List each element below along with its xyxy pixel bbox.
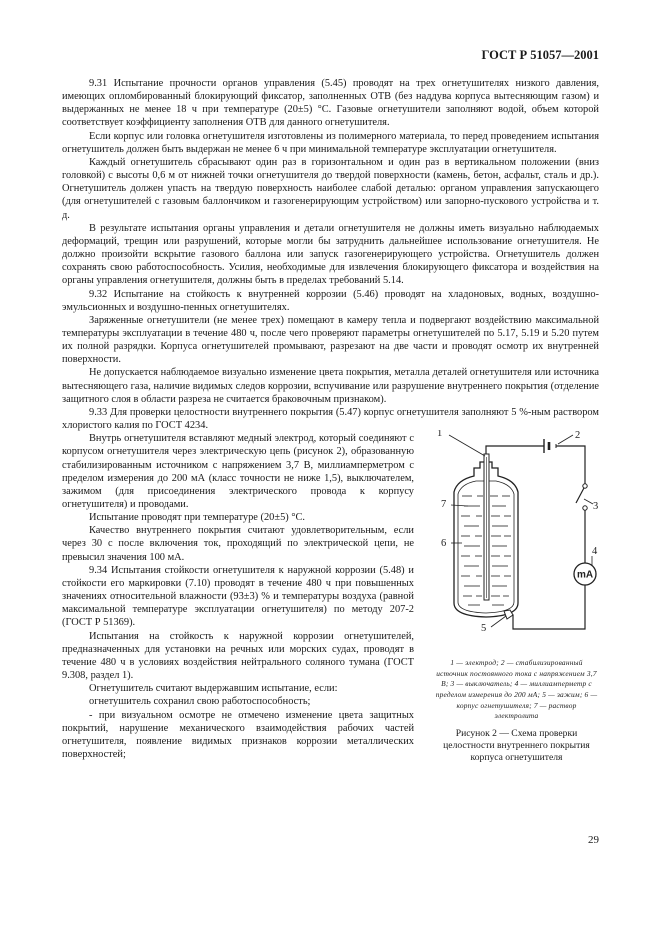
callout-4: 4 [592, 546, 598, 558]
paragraph-9-31: 9.31 Испытание прочности органов управления (5.45) проводят на трех огнетушителях низкого давления, имеющих опломбированный блокирующий фиксатор, заполненных ОТВ (без наддува корпуса вытесняющим газом) и выдержанных не менее 18 ч при температуре (20±5) °С. Газовые огнетушители заполняют водой, объем которой соответствует коэффициенту заполнения ОТВ для данного огнетушителя. [62, 78, 599, 129]
switch-icon [583, 484, 587, 488]
meter-label: mA [576, 569, 594, 581]
left-column [62, 432, 414, 761]
paragraph-9-32: 9.32 Испытание на стойкость к внутренней коррозии (5.46) проводят на хладоновых, водных, воздушно-эмульсионных и воздушно-пенных огнетушителях. [62, 288, 599, 313]
figure-legend: 1 — электрод; 2 — стабилизированный источник постоянного тока с напряжением 3,7 В; 3 — выключатель; 4 — миллиамперметр с пределом измерения до 200 мА; 5 — зажим; 6 — корпус огнетушителя; 7 — раствор электролита [435, 658, 598, 721]
callout-6: 6 [441, 538, 447, 550]
callout-2: 2 [575, 430, 581, 442]
callout-5: 5 [481, 623, 487, 635]
paragraph: Каждый огнетушитель сбрасывают один раз в горизонтальном и один раз в вертикальном положении (вниз головкой) с высоты 0,6 м от нижней точки огнетушителя до твердой поверхности (камень, бетон, асфальт, сталь и др.). Огнетушитель должен упасть на твердую поверхность наиболее слабой деталью: органом управления запускающего (для огнетушителей с газовым баллончиком и газогенерирующим устройством) или запорно-пускового устройства и т. д. [62, 156, 599, 221]
callout-1: 1 [437, 430, 443, 440]
paragraph: Внутрь огнетушителя вставляют медный электрод, который соединяют с корпусом огнетушителя через электрическую цепь (рисунок 2), образованную стабилизированным источником с напряжением 3,7 В, миллиамперметром с пределом измерения до 200 мА (класс точности не ниже 1,5), выключателем, зажимом (для присоединения электрического провода к корпусу огнетушителя) и проводами. [62, 433, 414, 510]
paragraph: Испытание проводят при температуре (20±5) °С. [89, 512, 306, 524]
paragraph: Не допускается наблюдаемое визуально изменение цвета покрытия, металла деталей огнетушителя или источника вытесняющего газа, наличие видимых следов коррозии, вспучивание или разрушение внутреннего покрытия (отделение защитного слоя в области разреза не считается браковочным признаком). [62, 367, 599, 405]
list-item: огнетушитель сохранил свою работоспособность; [89, 696, 311, 708]
paragraph: Заряженные огнетушители (не менее трех) помещают в камеру тепла и подвергают воздействию максимальной температуры эксплуатации в течение 480 ч, после чего проверяют параметры огнетушителей по 5.17, 5.19 и 5.20 путем их полной разрядки. Корпуса огнетушителей промывают, разрезают на две части и проводят осмотр их внутренней поверхности. [62, 314, 599, 366]
document-body [62, 77, 599, 761]
power-source-icon [544, 439, 556, 453]
paragraph-9-34: 9.34 Испытания стойкости огнетушителя к наружной коррозии (5.48) и стойкости его маркировки (7.10) проводят в течение 480 ч при повышенных значениях относительной влажности (93±3) % и температуры воздуха (равной максимальной температуре эксплуатации огнетушителя) по методу 207-2 (ГОСТ Р 51369). [62, 564, 414, 629]
figure-2 [434, 430, 599, 764]
callout-7: 7 [441, 499, 447, 511]
paragraph: Огнетушитель считают выдержавшим испытание, если: [89, 683, 338, 695]
document-header: ГОСТ Р 51057—2001 [481, 48, 599, 62]
list-item: - при визуальном осмотре не отмечено изменение цвета защитных покрытий, нарушение механического взаимодействия рабочих частей огнетушителя, появление видимых признаков коррозии металлических поверхностей; [62, 709, 414, 760]
circuit-diagram [434, 430, 599, 652]
callout-3: 3 [593, 501, 599, 513]
paragraph: Если корпус или головка огнетушителя изготовлены из полимерного материала, то перед проведением испытания огнетушитель должен быть выдержан не менее 6 ч при минимальной температуре эксплуатации огнетушителя. [62, 130, 599, 155]
figure-caption: Рисунок 2 — Схема проверки целостности внутреннего покрытия корпуса огнетушителя [443, 727, 590, 763]
paragraph: В результате испытания органы управления и детали огнетушителя не должны иметь визуально наблюдаемых деформаций, трещин или разрушений, которые могли бы затруднить дальнейшее использование огнетушителя. Не должно произойти вскрытие газового баллона или запуск газогенерирующего устройства. Огнетушитель должен сохранять свою работоспособность. Усилия, необходимые для извлечения блокирующего фиксатора и воздействия на органы управления огнетушителя, должны быть в пределах требований 5.14. [62, 222, 599, 287]
page-number: 29 [588, 834, 599, 846]
text-with-figure [62, 432, 599, 761]
paragraph: Качество внутреннего покрытия считают удовлетворительным, если через 30 с после включения ток, проходящий по электрической цепи, не превысил значения 100 мА. [62, 525, 414, 563]
paragraph-9-33: 9.33 Для проверки целостности внутреннего покрытия (5.47) корпус огнетушителя заполняют 5 %-ным раствором хлористого калия по ГОСТ 4234. [62, 406, 599, 432]
paragraph: Испытания на стойкость к наружной коррозии огнетушителей, предназначенных для установки на речных или морских судах, проводят в течение 480 ч в условиях воздействия нейтрального соляного тумана (ГОСТ 9.308, раздел 1). [62, 630, 414, 682]
